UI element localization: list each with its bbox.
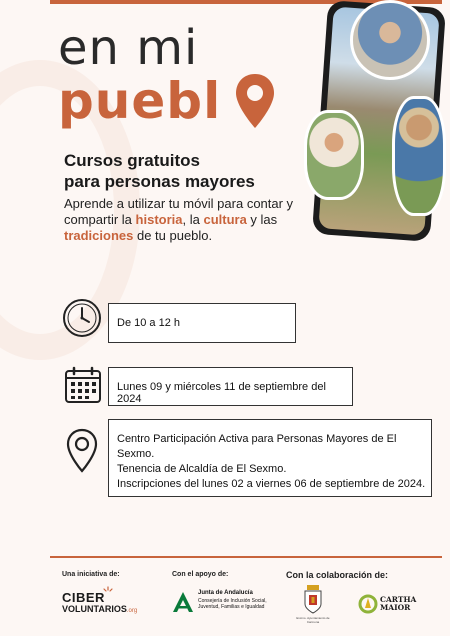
subtitle-line-1: Cursos gratuitos — [64, 151, 201, 170]
title-line-1: en mi — [58, 20, 199, 76]
senior-selfie-photo — [304, 110, 364, 200]
location-box — [108, 419, 432, 497]
subtitle — [64, 150, 255, 192]
location-line-2: Tenencia de Alcaldía de El Sexmo. — [117, 463, 287, 475]
highlight-tradiciones: tradiciones — [64, 228, 134, 243]
cartha-text — [380, 596, 416, 612]
time-box — [108, 303, 296, 343]
location-line-3: Inscripciones del lunes 02 a viernes 06 de septiembre de 2024. — [117, 478, 426, 490]
intro-text — [64, 196, 334, 244]
coat-of-arms-icon — [303, 584, 323, 614]
senior-man-photo — [392, 96, 446, 216]
map-pin-icon — [234, 72, 276, 132]
junta-andalucia-logo — [172, 590, 282, 626]
cartha-line-2: MAIOR — [380, 603, 411, 612]
highlight-historia: historia — [135, 212, 183, 227]
junta-department: Consejería de Inclusión Social, Juventud, Familias e Igualdad — [198, 598, 267, 610]
junta-emblem-icon — [172, 590, 194, 614]
time-text: De 10 a 12 h — [117, 317, 180, 329]
ciber-logo-line-2 — [62, 604, 137, 614]
title-line-2: puebl — [58, 72, 222, 130]
clock-icon — [62, 298, 102, 338]
sparkle-icon — [102, 586, 114, 596]
ciber-logo-suffix: .org — [126, 608, 138, 614]
cibervoluntarios-logo — [62, 590, 152, 620]
collaboration-label: Con la colaboración de: — [286, 570, 389, 580]
bottom-accent-bar — [50, 556, 442, 558]
ciber-logo-line-1: CIBER — [62, 590, 105, 605]
map-pin-icon — [66, 428, 98, 474]
cartha-emblem-icon — [358, 594, 378, 614]
cartha-maior-logo — [358, 594, 418, 618]
intro-part-1: Aprende a utilizar tu móvil para contar y compartir la — [64, 196, 294, 227]
location-line-1: Centro Participación Activa para Personas Mayores de El Sexmo. — [117, 433, 397, 460]
subtitle-line-2: para personas mayores — [64, 172, 255, 191]
escudo-caption: Excmo. Ayuntamiento de Carmona — [296, 616, 330, 624]
dates-text: Lunes 09 y miércoles 11 de septiembre del 2024 — [117, 381, 326, 405]
calendar-icon — [64, 366, 102, 404]
support-label: Con el apoyo de: — [172, 571, 229, 578]
intro-part-2: , la — [182, 212, 204, 227]
intro-part-3: y las — [246, 212, 278, 227]
initiative-label: Una iniciativa de: — [62, 571, 120, 578]
intro-part-4: de tu pueblo. — [133, 228, 213, 243]
cartha-line-1: CARTHA — [380, 595, 417, 604]
senior-woman-photo — [350, 0, 430, 80]
junta-name: Junta de Andalucía — [198, 590, 253, 596]
highlight-cultura: cultura — [203, 212, 247, 227]
carmona-coat-of-arms-logo — [296, 584, 330, 624]
ciber-logo-word: VOLUNTARIOS — [62, 604, 127, 614]
dates-box — [108, 367, 353, 406]
